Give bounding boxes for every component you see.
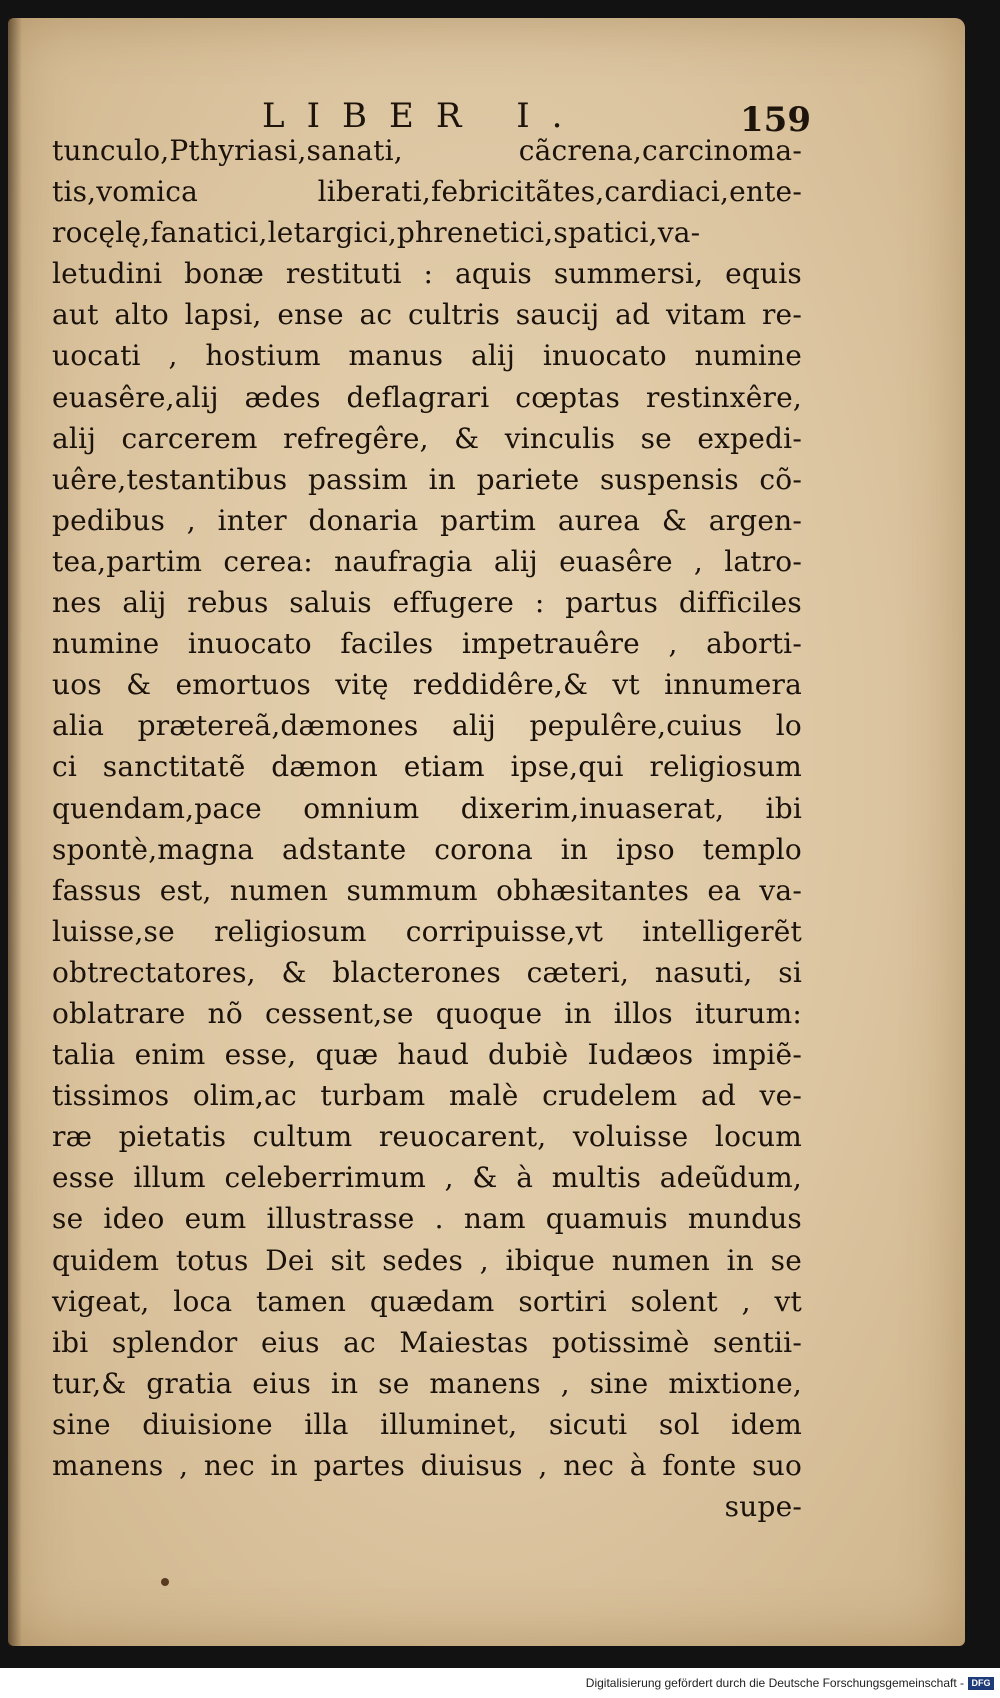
- paper-stain: [161, 1578, 169, 1586]
- text-line: obtrectatores, & blacterones cæteri, nasuti, si: [52, 955, 802, 989]
- text-line: quendam,pace omnium dixerim,inuaserat, ibi: [52, 791, 802, 825]
- text-line: fassus est, numen summum obhæsitantes ea va-: [52, 873, 802, 907]
- footer-bar: [0, 1668, 1000, 1698]
- text-line: ci sanctitatẽ dæmon etiam ipse,qui religiosum: [52, 750, 802, 784]
- text-line: nes alij rebus saluis effugere : partus difficiles: [52, 586, 802, 620]
- text-line: tissimos olim,ac turbam malè crudelem ad ve-: [52, 1079, 802, 1113]
- text-line: talia enim esse, quæ haud dubiè Iudæos impiẽ-: [52, 1038, 802, 1072]
- text-line: aut alto lapsi, ense ac cultris saucij ad vitam re-: [52, 298, 802, 332]
- text-line: spontè,magna adstante corona in ipso templo: [52, 832, 802, 866]
- text-line: supe-: [724, 1490, 802, 1524]
- text-line: ibi splendor eius ac Maiestas potissimè sentii-: [52, 1325, 802, 1359]
- text-line: alia prætereã,dæmones alij pepulêre,cuius lo: [52, 709, 802, 743]
- text-line: se ideo eum illustrasse . nam quamuis mundus: [52, 1202, 802, 1236]
- text-line: ræ pietatis cultum reuocarent, voluisse locum: [52, 1120, 802, 1154]
- text-line: oblatrare nõ cessent,se quoque in illos iturum:: [52, 996, 802, 1030]
- text-line: esse illum celeberrimum , & à multis adeũdum,: [52, 1161, 802, 1195]
- text-line: letudini bonæ restituti : aquis summersi, equis: [52, 257, 802, 291]
- text-line: uocati , hostium manus alij inuocato numine: [52, 339, 802, 373]
- text-line: tis,vomica liberati,febricitãtes,cardiaci,ente-: [52, 175, 802, 209]
- text-block: [52, 130, 802, 1527]
- text-line: pedibus , inter donaria partim aurea & argen-: [52, 503, 802, 537]
- text-line: uos & emortuos vitę reddidêre,& vt innumera: [52, 668, 802, 702]
- text-line: vigeat, loca tamen quædam sortiri solent , vt: [52, 1284, 802, 1318]
- text-line: tur,& gratia eius in se manens , sine mixtione,: [52, 1366, 802, 1400]
- text-line: numine inuocato faciles impetrauêre , aborti-: [52, 627, 802, 661]
- text-line: tea,partim cerea: naufragia alij euasêre , latro-: [52, 544, 802, 578]
- text-line: uêre,testantibus passim in pariete suspensis cõ-: [52, 462, 802, 496]
- text-line: rocęlę,fanatici,letargici,phrenetici,spatici,va-: [52, 216, 701, 250]
- text-line: alij carcerem refregêre, & vinculis se expedi-: [52, 421, 802, 455]
- book-page: [8, 18, 965, 1646]
- text-line: tunculo,Pthyriasi,sanati, cãcrena,carcinoma-: [52, 134, 802, 167]
- text-line: quidem totus Dei sit sedes , ibique numen in se: [52, 1243, 802, 1277]
- running-head: LIBER I.: [262, 96, 585, 136]
- text-line: luisse,se religiosum corripuisse,vt intelligerẽt: [52, 914, 802, 948]
- dfg-logo: DFG: [968, 1677, 994, 1690]
- page-number: 159: [740, 100, 811, 140]
- digitization-credit: Digitalisierung gefördert durch die Deutsche Forschungsgemeinschaft -: [585, 1676, 964, 1690]
- text-line: manens , nec in partes diuisus , nec à fonte suo: [52, 1449, 802, 1482]
- text-line: euasêre,alij ædes deflagrari cœptas restinxêre,: [52, 380, 802, 414]
- text-line: sine diuisione illa illuminet, sicuti sol idem: [52, 1407, 802, 1441]
